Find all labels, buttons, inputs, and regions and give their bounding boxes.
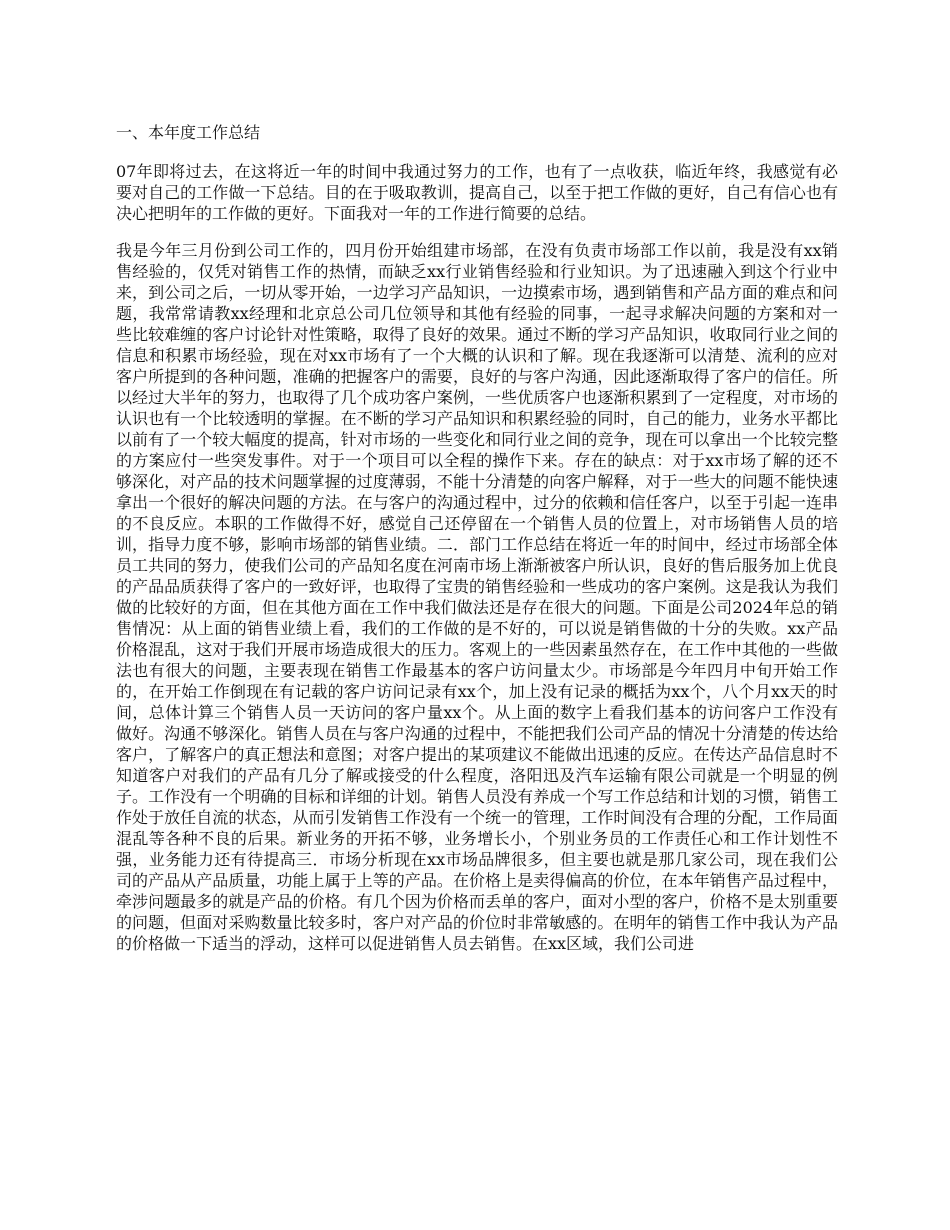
intro-paragraph: 07年即将过去，在这将近一年的时间中我通过努力的工作，也有了一点收获，临近年终，我感觉有必要对自己的工作做一下总结。目的在于吸取教训，提高自己，以至于把工作做的更好，自己有信心也有决心把明年的工作做的更好。下面我对一年的工作进行简要的总结。 xyxy=(116,162,838,223)
body-paragraph: 我是今年三月份到公司工作的，四月份开始组建市场部，在没有负责市场部工作以前，我是没有xx销售经验的，仅凭对销售工作的热情，而缺乏xx行业销售经验和行业知识。为了迅速融入到这个行业中来，到公司之后，一切从零开始，一边学习产品知识，一边摸索市场，遇到销售和产品方面的难点和问题，我常常请教xx经理和北京总公司几位领导和其他有经验的同事，一起寻求解决问题的方案和对一些比较难缠的客户讨论针对性策略，取得了良好的效果。通过不断的学习产品知识，收取同行业之间的信息和积累市场经验，现在对xx市场有了一个大概的认识和了解。现在我逐渐可以清楚、流利的应对客户所提到的各种问题，准确的把握客户的需要，良好的与客户沟通，因此逐渐取得了客户的信任。所以经过大半年的努力，也取得了几个成功客户案例，一些优质客户也逐渐积累到了一定程度，对市场的认识也有一个比较透明的掌握。在不断的学习产品知识和积累经验的同时，自己的能力，业务水平都比以前有了一个较大幅度的提高，针对市场的一些变化和同行业之间的竞争，现在可以拿出一个比较完整的方案应付一些突发事件。对于一个项目可以全程的操作下来。存在的缺点：对于xx市场了解的还不够深化，对产品的技术问题掌握的过度薄弱，不能十分清楚的向客户解释，对于一些大的问题不能快速拿出一个很好的解决问题的方法。在与客户的沟通过程中，过分的依赖和信任客户，以至于引起一连串的不良反应。本职的工作做得不好，感觉自己还停留在一个销售人员的位置上，对市场销售人员的培训，指导力度不够，影响市场部的销售业绩。二．部门工作总结在将近一年的时间中，经过市场部全体员工共同的努力，使我们公司的产品知名度在河南市场上渐渐被客户所认识，良好的售后服务加上优良的产品品质获得了客户的一致好评，也取得了宝贵的销售经验和一些成功的客户案例。这是我认为我们做的比较好的方面，但在其他方面在工作中我们做法还是存在很大的问题。下面是公司2024年总的销售情况：从上面的销售业绩上看，我们的工作做的是不好的，可以说是销售做的十分的失败。xx产品价格混乱，这对于我们开展市场造成很大的压力。客观上的一些因素虽然存在，在工作中其他的一些做法也有很大的问题，主要表现在销售工作最基本的客户访问量太少。市场部是今年四月中旬开始工作的，在开始工作倒现在有记载的客户访问记录有xx个，加上没有记录的概括为xx个，八个月xx天的时间，总体计算三个销售人员一天访问的客户量xx个。从上面的数字上看我们基本的访问客户工作没有做好。沟通不够深化。销售人员在与客户沟通的过程中，不能把我们公司产品的情况十分清楚的传达给客户，了解客户的真正想法和意图；对客户提出的某项建议不能做出迅速的反应。在传达产品信息时不知道客户对我们的产品有几分了解或接受的什么程度，洛阳迅及汽车运输有限公司就是一个明显的例子。工作没有一个明确的目标和详细的计划。销售人员没有养成一个写工作总结和计划的习惯，销售工作处于放任自流的状态，从而引发销售工作没有一个统一的管理，工作时间没有合理的分配，工作局面混乱等各种不良的后果。新业务的开拓不够，业务增长小，个别业务员的工作责任心和工作计划性不强，业务能力还有待提高三．市场分析现在xx市场品牌很多，但主要也就是那几家公司，现在我们公司的产品从产品质量，功能上属于上等的产品。在价格上是卖得偏高的价位，在本年销售产品过程中，牵涉问题最多的就是产品的价格。有几个因为价格而丢单的客户，面对小型的客户，价格不是太别重要的问题，但面对采购数量比较多时，客户对产品的价位时非常敏感的。在明年的销售工作中我认为产品的价格做一下适当的浮动，这样可以促进销售人员去销售。在xx区域，我们公司进 xyxy=(116,241,838,953)
section-heading: 一、本年度工作总结 xyxy=(116,123,261,142)
document-page xyxy=(116,122,838,970)
